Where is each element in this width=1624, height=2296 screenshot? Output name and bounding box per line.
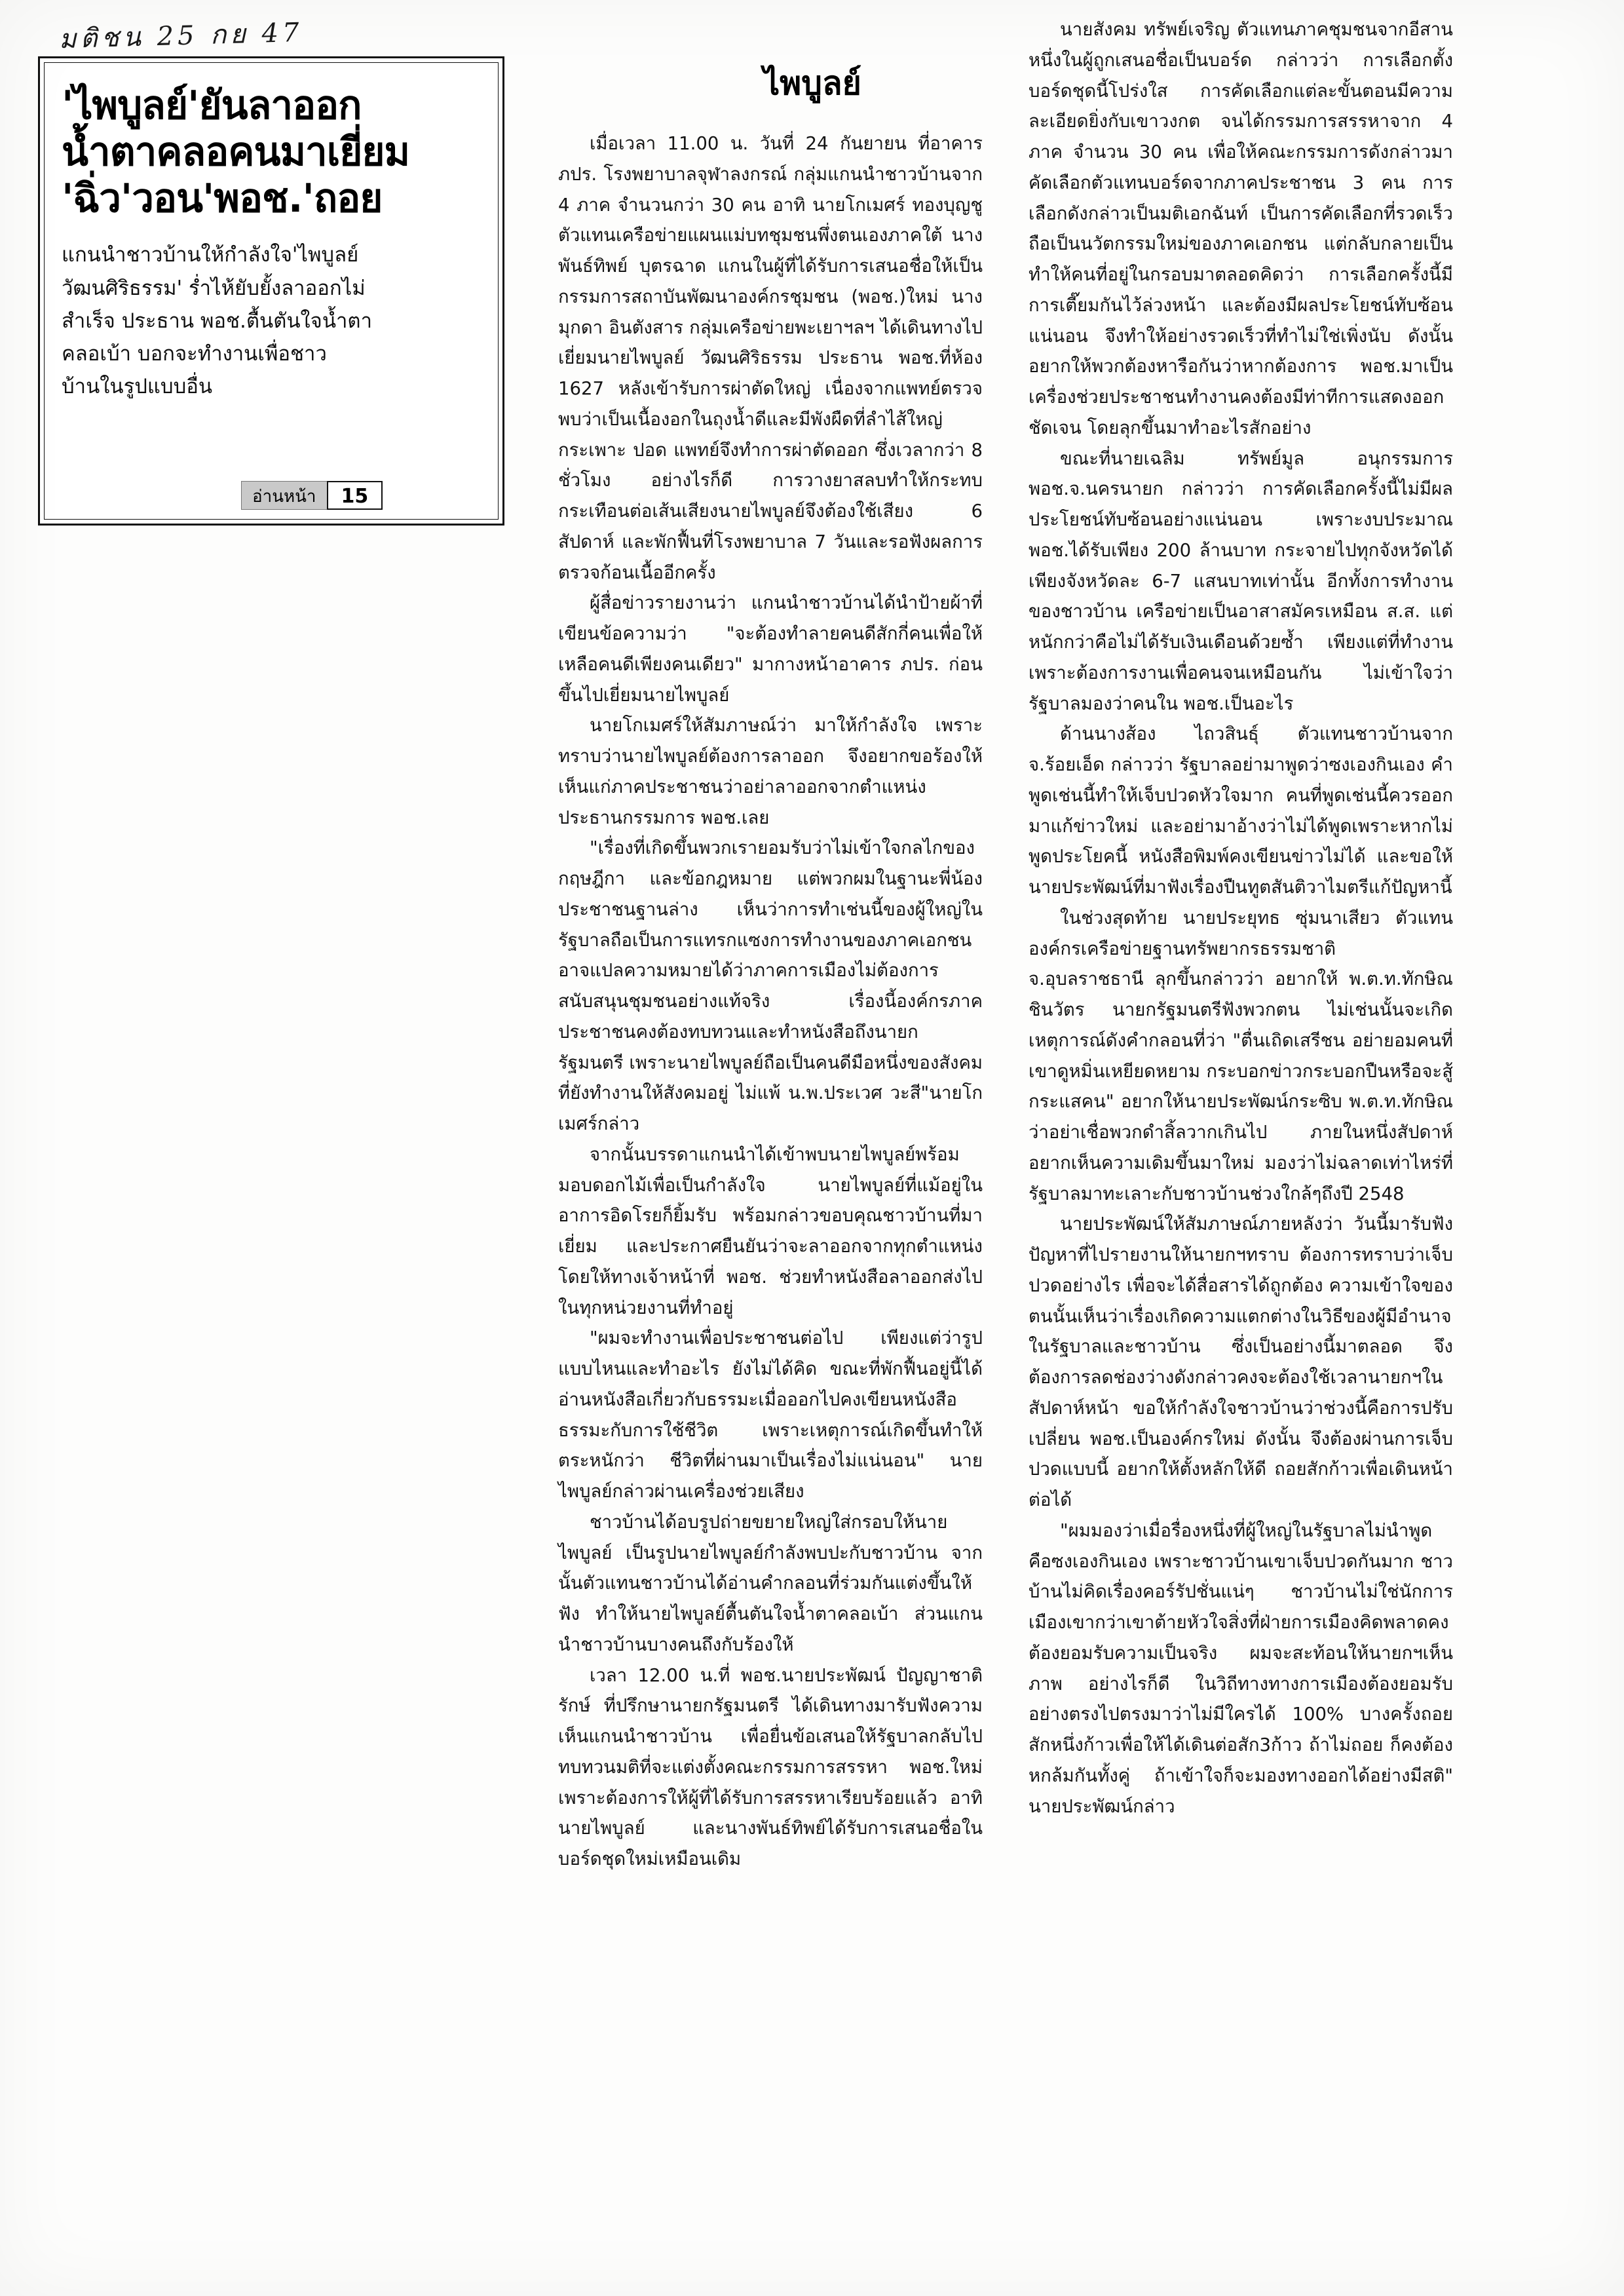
paragraph: ชาวบ้านได้อบรูปถ่ายขยายใหญ่ใส่กรอบให้นายไพบูลย์ เป็นรูปนายไพบูลย์กำลังพบปะกับชาวบ้าน จากนั้นตัวแทนชาวบ้านได้อ่านคำกลอนที่ร่วมกันแต่งขึ้นให้ฟัง ทำให้นายไพบูลย์ตื้นตันใจน้ำตาคลอเบ้า ส่วนแกนนำชาวบ้านบางคนถึงกับร้องให้ xyxy=(558,1511,983,1655)
paragraph: จากนั้นบรรดาแกนนำได้เข้าพบนายไพบูลย์พร้อมมอบดอกไม้เพื่อเป็นกำลังใจ นายไพบูลย์ที่แม้อยู่ในอาการอิดโรยก็ยิ้มรับ พร้อมกล่าวขอบคุณชาวบ้านที่มาเยี่ยม และประกาศยืนยันว่าจะลาออกจากทุกตำแหน่ง โดยให้ทางเจ้าหน้าที่ พอช. ช่วยทำหนังสือลาออกส่งไปในทุกหน่วยงานที่ทำอยู่ xyxy=(558,1143,983,1318)
paragraph: นายโกเมศร์ให้สัมภาษณ์ว่า มาให้กำลังใจ เพราะทราบว่านายไพบูลย์ต้องการลาออก จึงอยากขอร้องให้เห็นแก่ภาคประชาชนว่าอย่าลาออกจากตำแหน่งประธานกรรมการ พอช.เลย xyxy=(558,715,983,828)
jump-label: อ่านหน้า xyxy=(241,481,327,510)
headline-inner xyxy=(44,62,499,520)
jump-reference xyxy=(241,481,383,510)
paragraph: เวลา 12.00 น.ที่ พอช.นายประพัฒน์ ปัญญาชาติรักษ์ ที่ปรึกษานายกรัฐมนตรี ได้เดินทางมารับฟังความเห็นแกนนำชาวบ้าน เพื่อยื่นข้อเสนอให้รัฐบาลกลับไปทบทวนมติที่จะแต่งตั้งคณะกรรมการสรรหา พอช.ใหม่ เพราะต้องการให้ผู้ที่ได้รับการสรรหาเรียบร้อยแล้ว อาทิ นายไพบูลย์ และนางพันธ์ทิพย์ได้รับการเสนอชื่อในบอร์ดชุดใหม่เหมือนเดิม xyxy=(558,1664,983,1869)
column-middle xyxy=(558,128,983,1875)
headline-box xyxy=(38,56,504,526)
headline-subheading xyxy=(62,239,481,403)
headline-line-1: 'ไพบูลย์'ยันลาออก xyxy=(62,83,362,128)
paragraph: "ผมมองว่าเมื่อรื่องหนึ่งที่ผู้ใหญ่ในรัฐบาลไม่นำพูดคือซงเองกินเอง เพราะชาวบ้านเขาเจ็บปวดกันมาก ชาวบ้านไม่คิดเรื่องคอร์รัปชั่นแน่ๆ ชาวบ้านไม่ใช่นักการเมืองเขากว่าเขาต้ายหัวใจสิ่งที่ฝ่ายการเมืองคิดพลาดคงต้องยอมรับความเป็นจริง ผมจะสะท้อนให้นายกฯเห็นภาพ อย่างไรก็ดี ในวิถีทางทางการเมืองต้องยอมรับอย่างตรงไปตรงมาว่าไม่มีใครได้ 100% บางครั้งถอยสักหนึ่งก้าวเพื่อให้ได้เดินต่อสัก3ก้าว ถ้าไม่ถอย ก็คงต้องหกล้มกันทั้งคู่ ถ้าเข้าใจก็จะมองทางออกได้อย่างมีสติ" นายประพัฒน์กล่าว xyxy=(1029,1520,1453,1817)
paragraph: ผู้สื่อข่าวรายงานว่า แกนนำชาวบ้านได้นำป้ายผ้าที่เขียนข้อความว่า "จะต้องทำลายคนดีสักกี่คนเพื่อให้เหลือคนดีเพียงคนเดียว" มากางหน้าอาคาร ภปร. ก่อนขึ้นไปเยี่ยมนายไพบูลย์ xyxy=(558,592,983,706)
subheading-line-1: แกนนำชาวบ้านให้กำลังใจ'ไพบูลย์ xyxy=(62,243,359,267)
paragraph: ด้านนางส้อง ไถวสินธุ์ ตัวแทนชาวบ้านจาก จ.ร้อยเอ็ด กล่าวว่า รัฐบาลอย่ามาพูดว่าซงเองกินเอง คำพูดเช่นนี้ทำให้เจ็บปวดหัวใจมาก คนที่พูดเช่นนี้ควรออกมาแก้ข่าวใหม่ และอย่ามาอ้างว่าไม่ได้พูดเพราะหากไม่พูดประโยคนี้ หนังสือพิมพ์คงเขียนข่าวไม่ได้ และขอให้นายประพัฒน์ที่มาฟังเรื่องปืนทูตสันติวาไมตรีแก้ปัญหานี้ xyxy=(1029,723,1453,898)
paragraph: ขณะที่นายเฉลิม ทรัพย์มูล อนุกรรมการ พอช.จ.นครนายก กล่าวว่า การคัดเลือกครั้งนี้ไม่มีผลประโยชน์ทับซ้อนอย่างแน่นอน เพราะงบประมาณ พอช.ได้รับเพียง 200 ล้านบาท กระจายไปทุกจังหวัดได้เพียงจังหวัดละ 6-7 แสนบาทเท่านั้น อีกทั้งการทำงานของชาวบ้าน เครือข่ายเป็นอาสาสมัครเหมือน ส.ส. แต่หนักกว่าคือไม่ได้รับเงินเดือนด้วยซ้ำ เพียงแต่ที่ทำงานเพราะต้องการงานเพื่อคนจนเหมือนกัน ไม่เข้าใจว่ารัฐบาลมองว่าคนใน พอช.เป็นอะไร xyxy=(1029,448,1453,714)
headline-line-2: น้ำตาคลอคนมาเยี่ยม xyxy=(62,128,410,175)
headline-title xyxy=(62,83,481,221)
subheading-line-3: สำเร็จ ประธาน พอช.ตื้นตันใจน้ำตา xyxy=(62,309,372,333)
subheading-line-4: คลอเบ้า บอกจะทำงานเพื่อชาว xyxy=(62,342,327,366)
paragraph: เมื่อเวลา 11.00 น. วันที่ 24 กันยายน ที่อาคาร ภปร. โรงพยาบาลจุฬาลงกรณ์ กลุ่มแกนนำชาวบ้านจาก 4 ภาค จำนวนกว่า 30 คน อาทิ นายโกเมศร์ ทองบุญชู ตัวแทนเครือข่ายแผนแม่บทชุมชนพึ่งตนเองภาคใต้ นางพันธ์ทิพย์ บุตรฉาด แกนในผู้ที่ได้รับการเสนอชื่อให้เป็นกรรมการสถาบันพัฒนาองค์กรชุมชน (พอช.)ใหม่ นางมุกดา อินตังสาร กลุ่มเครือข่ายพะเยาฯลฯ ได้เดินทางไปเยี่ยมนายไพบูลย์ วัฒนศิริธรรม ประธาน พอช.ที่ห้อง 1627 หลังเข้ารับการผ่าตัดใหญ่ เนื่องจากแพทย์ตรวจพบว่าเป็นเนื้องอกในถุงน้ำดีและมีพังผืดที่ลำไส้ใหญ่ กระเพาะ ปอด แพทย์จึงทำการผ่าตัดออก ซึ่งเวลากว่า 8 ชั่วโมง อย่างไรก็ดี การวางยาสลบทำให้กระทบกระเทือนต่อเส้นเสียงนายไพบูลย์จึงต้องใช้เสียง 6 สัปดาห์ และพักฟื้นที่โรงพยาบาล 7 วันและรอฟังผลการตรวจก้อนเนื้ออีกครั้ง xyxy=(558,133,983,583)
jump-page-number: 15 xyxy=(327,481,383,510)
article-title: ไพบูลย์ xyxy=(763,64,861,102)
subheading-line-2: วัฒนศิริธรรม' ร่ำไห้ยับยั้งลาออกไม่ xyxy=(62,276,366,300)
paragraph: "เรื่องที่เกิดขึ้นพวกเรายอมรับว่าไม่เข้าใจกลไกของกฤษฎีกา และข้อกฎหมาย แต่พวกผมในฐานะพี่น้องประชาชนฐานล่าง เห็นว่าการทำเช่นนี้ของผู้ใหญ่ในรัฐบาลถือเป็นการแทรกแซงการทำงานของภาคเอกชน อาจแปลความหมายได้ว่าภาคการเมืองไม่ต้องการสนับสนุนชุมชนอย่างแท้จริง เรื่องนี้องค์กรภาคประชาชนคงต้องทบทวนและทำหนังสือถึงนายกรัฐมนตรี เพราะนายไพบูลย์ถือเป็นคนดีมือหนึ่งของสังคมที่ยังทำงานให้สังคมอยู่ ไม่แพ้ น.พ.ประเวศ วะสี"นายโกเมศร์กล่าว xyxy=(558,837,983,1134)
handwritten-date-note: มติชน 25 กย 47 xyxy=(58,17,304,55)
paragraph: นายสังคม ทรัพย์เจริญ ตัวแทนภาคชุมชนจากอีสานหนึ่งในผู้ถูกเสนอชื่อเป็นบอร์ด กล่าวว่า การเลือกตั้งบอร์ดชุดนี้โปร่งใส การคัดเลือกแต่ละขั้นตอนมีความละเอียดยิ่งกับเขาวงกต จนได้กรรมการสรรหาจาก 4 ภาค จำนวน 30 คน เพื่อให้คณะกรรมการดังกล่าวมาคัดเลือกตัวแทนบอร์ดจากภาคประชาชน 3 คน การเลือกดังกล่าวเป็นมติเอกฉันท์ เป็นการคัดเลือกที่รวดเร็ว ถือเป็นนวัตกรรมใหม่ของภาคเอกชน แต่กลับกลายเป็นทำให้คนที่อยู่ในกรอบมาตลอดคิดว่า การเลือกครั้งนี้มีการเตี๊ยมกันไว้ล่วงหน้า และต้องมีผลประโยชน์ทับซ้อนแน่นอน จึงทำให้อย่างรวดเร็วที่ทำไม่ใช่เพิ่งนับ ดังนั้น อยากให้พวกต้องหารือกันว่าหากต้องการ พอช.มาเป็นเครื่องช่วยประชาชนทำงานคงต้องมีท่าทีการแสดงออกชัดเจน โดยลุกขึ้นมาทำอะไรสักอย่าง xyxy=(1029,19,1453,438)
paragraph: นายประพัฒน์ให้สัมภาษณ์ภายหลังว่า วันนี้มารับฟังปัญหาที่ไปรายงานให้นายกฯทราบ ต้องการทราบว่าเจ็บปวดอย่างไร เพื่อจะได้สื่อสารได้ถูกต้อง ความเข้าใจของตนนั้นเห็นว่าเรื่องเกิดความแตกต่างในวิธีของผู้มีอำนาจในรัฐบาลและชาวบ้าน ซึ่งเป็นอย่างนี้มาตลอด จึงต้องการลดช่องว่างดังกล่าวคงจะต้องใช้เวลานายกฯในสัปดาห์หน้า ขอให้กำลังใจชาวบ้านว่าช่วงนี้คือการปรับเปลี่ยน พอช.เป็นองค์กรใหม่ ดังนั้น จึงต้องผ่านการเจ็บปวดแบบนี้ อยากให้ตั้งหลักให้ดี ถอยสักก้าวเพื่อเดินหน้าต่อได้ xyxy=(1029,1214,1453,1510)
column-right xyxy=(1029,14,1453,1822)
paragraph: "ผมจะทำงานเพื่อประชาชนต่อไป เพียงแต่ว่ารูปแบบไหนและทำอะไร ยังไม่ได้คิด ขณะที่พักฟื้นอยู่นี้ได้อ่านหนังสือเกี่ยวกับธรรมะเมื่อออกไปคงเขียนหนังสือธรรมะกับการใช้ชีวิต เพราะเหตุการณ์เกิดขึ้นทำให้ตระหนักว่า ชีวิตที่ผ่านมาเป็นเรื่องไม่แน่นอน" นายไพบูลย์กล่าวผ่านเครื่องช่วยเสียง xyxy=(558,1328,983,1502)
headline-line-3: 'ฉิ่ว'วอน'พอช.'ถอย xyxy=(62,175,383,221)
subheading-line-5: บ้านในรูปแบบอื่น xyxy=(62,375,213,399)
paragraph: ในช่วงสุดท้าย นายประยุทธ ซุ่มนาเสียว ตัวแทนองค์กรเครือข่ายฐานทรัพยากรธรรมชาติ จ.อุบลราชธานี ลุกขึ้นกล่าวว่า อยากให้ พ.ต.ท.ทักษิณ ชินวัตร นายกรัฐมนตรีฟังพวกตน ไม่เช่นนั้นจะเกิดเหตุการณ์ดังคำกลอนที่ว่า "ตื่นเถิดเสรีชน อย่ายอมคนที่เขาดูหมิ่นเหยียดหยาม กระบอกข่าวกระบอกปืนหรือจะสู้กระแสคน" อยากให้นายประพัฒน์กระซิบ พ.ต.ท.ทักษิณว่าอย่าเชื่อพวกดำสิ้ลวากเกินไป ภายในหนึ่งสัปดาห์ อยากเห็นความเดิมขึ้นมาใหม่ มองว่าไม่ฉลาดเท่าไหร่ที่รัฐบาลมาทะเลาะกับชาวบ้านช่วงใกล้ๆถึงปี 2548 xyxy=(1029,907,1453,1204)
